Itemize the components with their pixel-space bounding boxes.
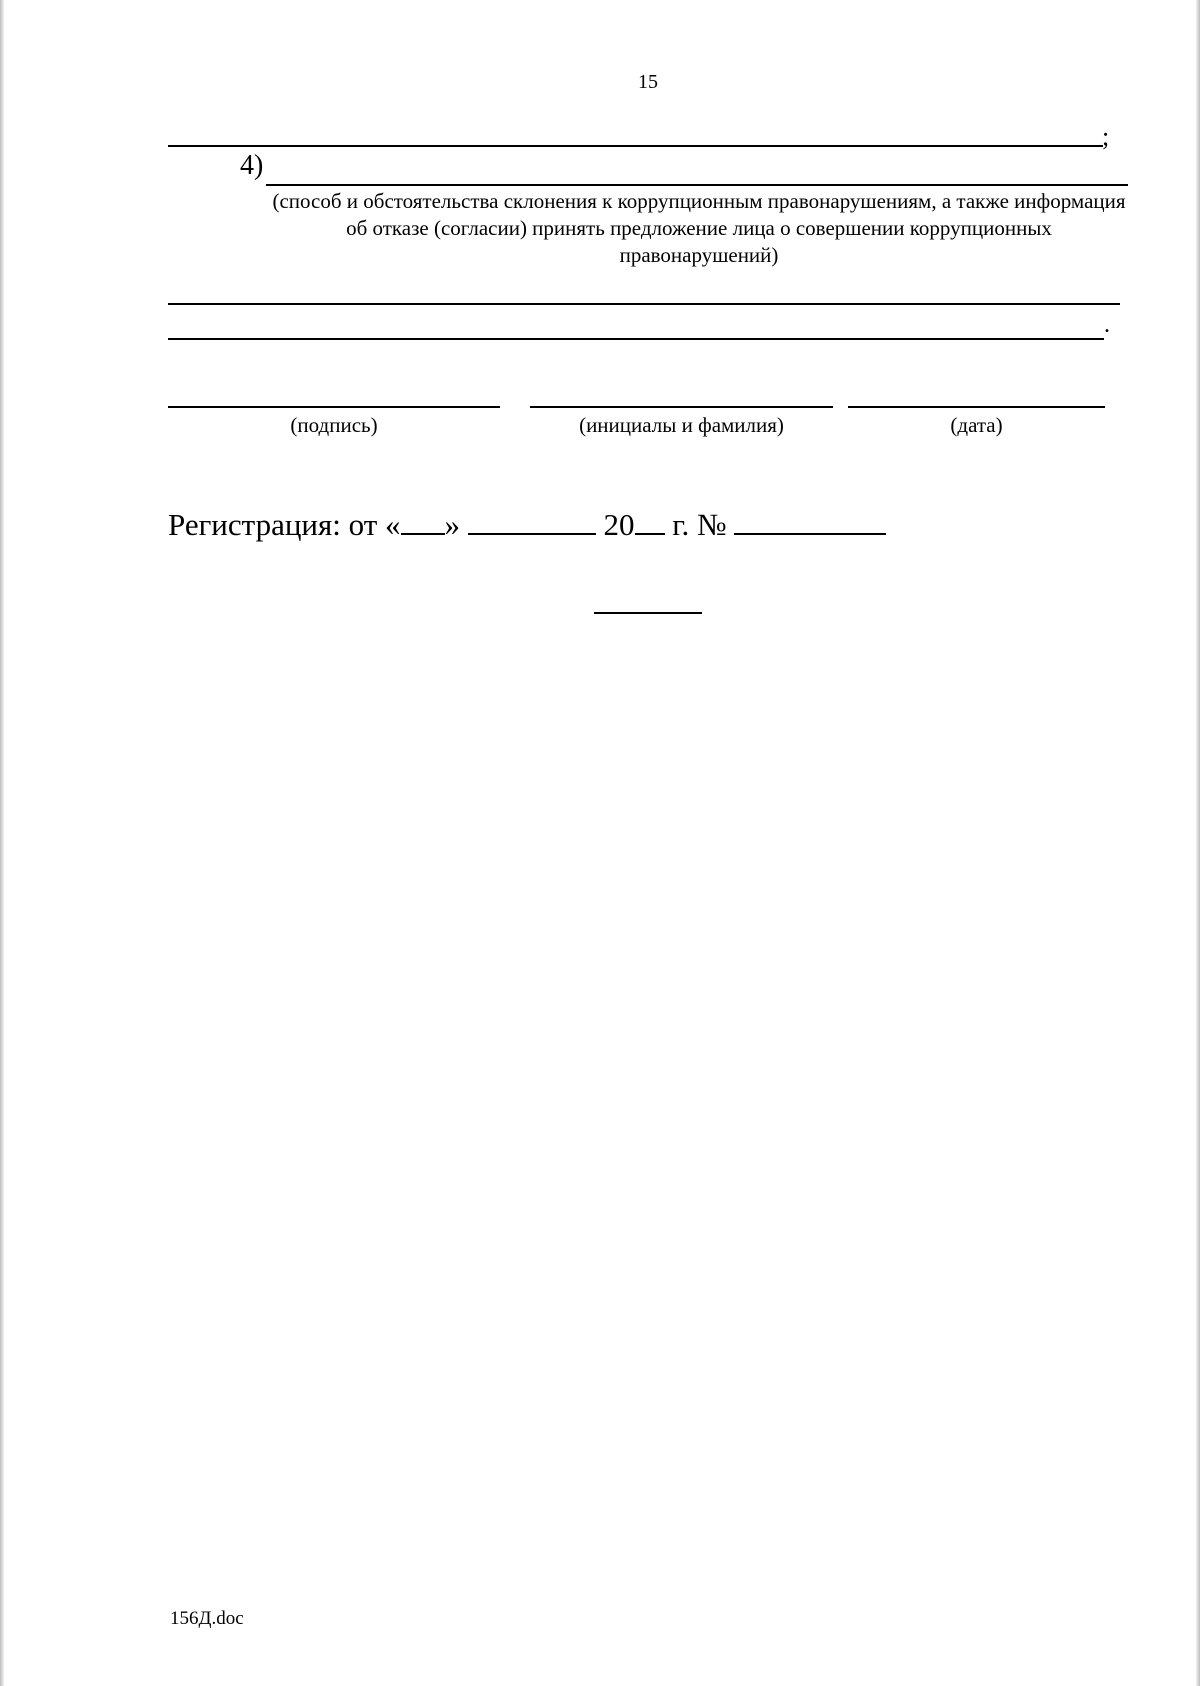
scan-edge-right	[1196, 0, 1200, 1686]
name-line	[530, 406, 833, 408]
fill-line-item3-end	[168, 145, 1103, 147]
registration-line	[168, 507, 886, 543]
signature-line	[168, 406, 500, 408]
registration-year-prefix: 20	[603, 507, 635, 542]
registration-day-blank	[401, 507, 445, 535]
item-4-hint: (способ и обстоятельства склонения к коррупционным правонарушениям, а также информация об отказе (согласии) принять предложение лица о совершении коррупционных правонарушений)	[272, 189, 1126, 267]
item-4-number: 4)	[240, 150, 264, 181]
date-line	[848, 406, 1105, 408]
name-label: (инициалы и фамилия)	[579, 413, 784, 437]
date-label: (дата)	[950, 413, 1003, 437]
fill-line-1	[168, 303, 1120, 305]
registration-year-blank	[635, 507, 665, 535]
registration-number-blank	[734, 507, 886, 535]
registration-month-blank	[468, 507, 596, 535]
semicolon: ;	[1102, 122, 1110, 151]
footer-filename: 156Д.doc	[170, 1608, 244, 1629]
registration-number-sign: г. №	[672, 507, 727, 542]
registration-close-quote: »	[444, 507, 461, 542]
end-separator	[594, 612, 702, 614]
signature-label: (подпись)	[290, 413, 378, 437]
fill-line-2	[168, 338, 1104, 340]
registration-label: Регистрация: от «	[168, 507, 401, 542]
period: .	[1104, 312, 1110, 338]
fill-line-item4	[266, 184, 1128, 186]
scan-edge-left	[0, 0, 4, 1686]
page-number: 15	[638, 71, 658, 93]
